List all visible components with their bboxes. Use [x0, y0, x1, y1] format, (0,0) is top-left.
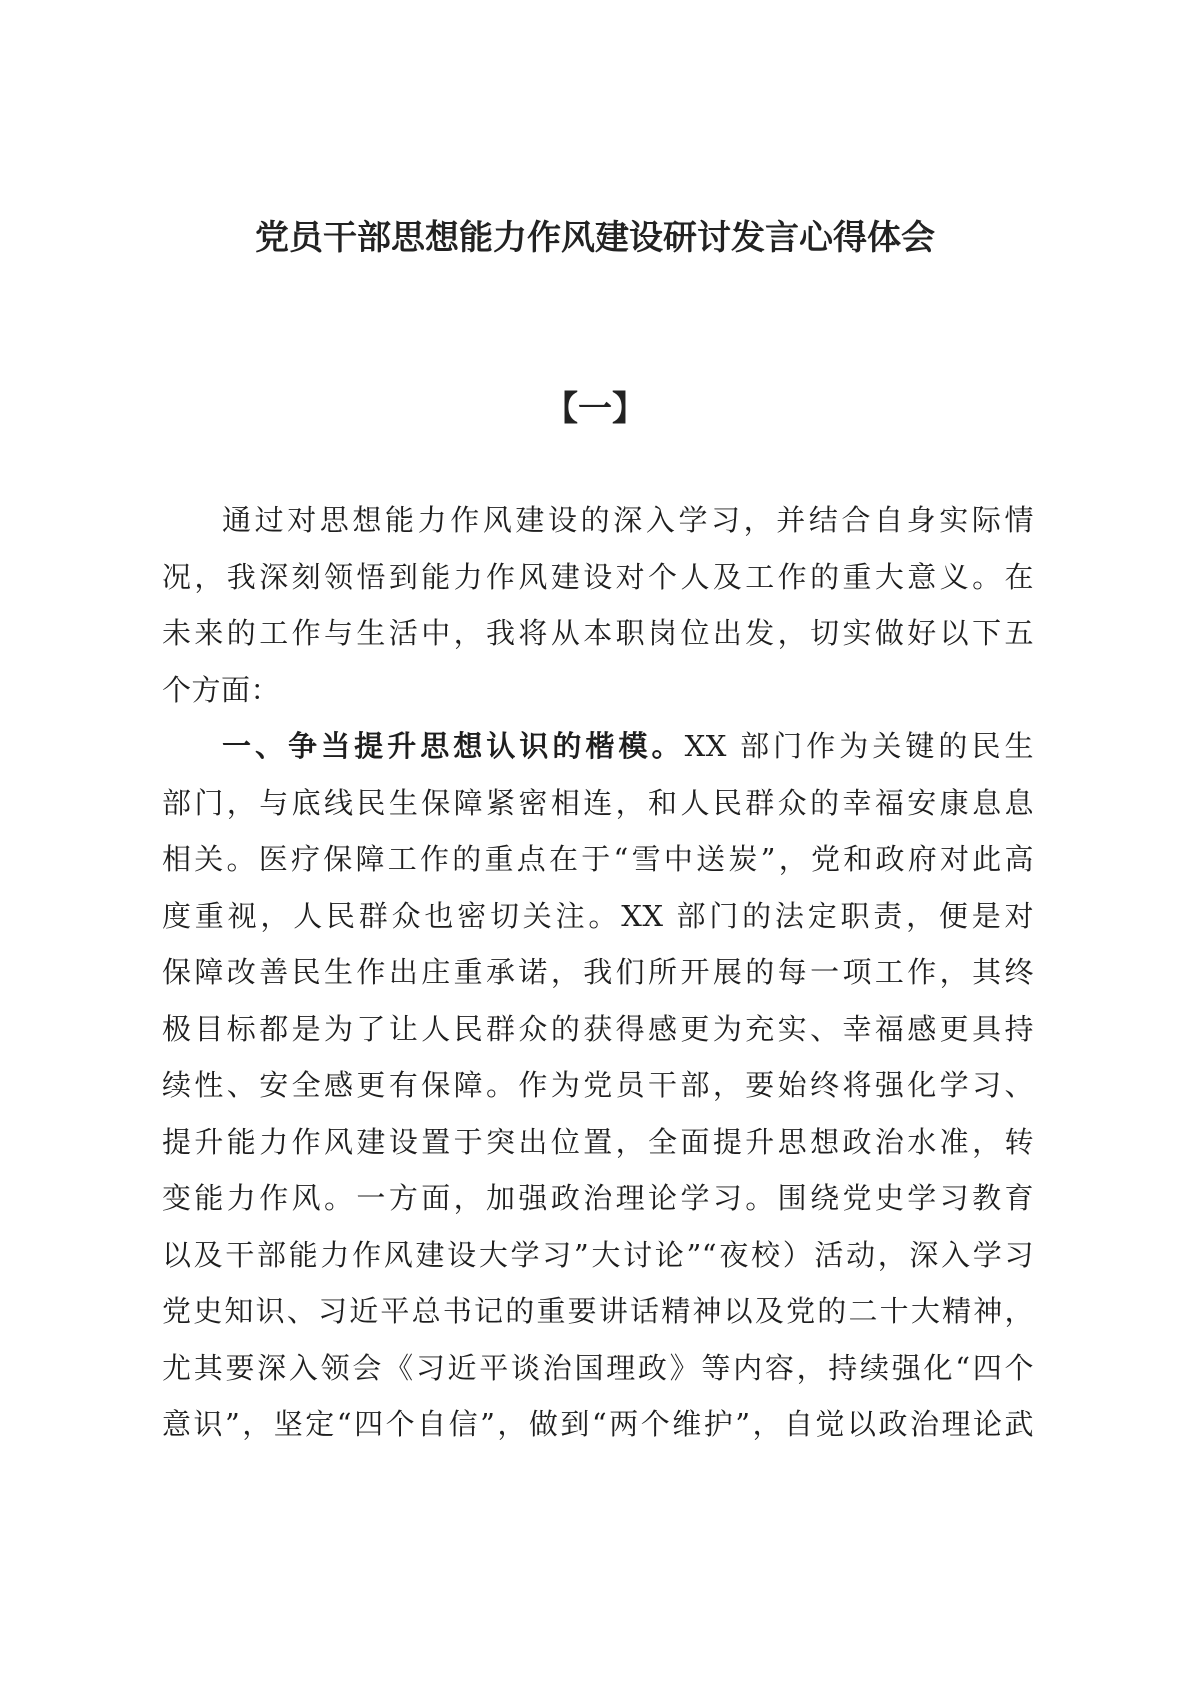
paragraph-line: 保障改善民生作出庄重承诺，我们所开展的每一项工作，其终	[162, 955, 1034, 989]
paragraph-line: 度重视，人民群众也密切关注。XX 部门的法定职责，便是对	[162, 898, 1034, 933]
paragraph-point-one	[162, 718, 1034, 1453]
paragraph-line: 未来的工作与生活中，我将从本职岗位出发，切实做好以下五	[162, 616, 1034, 650]
paragraph-line: 续性、安全感更有保障。作为党员干部，要始终将强化学习、	[162, 1068, 1034, 1102]
paragraph-line: 相关。医疗保障工作的重点在于“雪中送炭”，党和政府对此高	[162, 842, 1034, 876]
paragraph-line: 提升能力作风建设置于突出位置，全面提升思想政治水准，转	[162, 1124, 1034, 1159]
paragraph-line-rest: XX 部门作为关键的民生	[684, 729, 1034, 763]
paragraph-line: 变能力作风。一方面，加强政治理论学习。围绕党史学习教育	[162, 1181, 1034, 1215]
paragraph-line: 尤其要深入领会《习近平谈治国理政》等内容，持续强化“四个	[162, 1350, 1034, 1385]
paragraph-line: 通过对思想能力作风建设的深入学习，并结合自身实际情	[222, 503, 1034, 537]
paragraph-line: 况，我深刻领悟到能力作风建设对个人及工作的重大意义。在	[162, 559, 1034, 594]
paragraph-line: 个方面：	[162, 672, 281, 707]
paragraph-line: 意识”，坚定“四个自信”，做到“两个维护”，自觉以政治理论武	[162, 1407, 1034, 1441]
point-heading: 一、争当提升思想认识的楷模。	[222, 729, 685, 763]
paragraph-line: 党史知识、习近平总书记的重要讲话精神以及党的二十大精神，	[162, 1294, 1034, 1328]
paragraph-line: 以及干部能力作风建设大学习”大讨论”“夜校）活动，深入学习	[162, 1237, 1034, 1272]
paragraph-line: 部门，与底线民生保障紧密相连，和人民群众的幸福安康息息	[162, 785, 1034, 820]
paragraph-line-first	[162, 718, 1034, 775]
document-title: 党员干部思想能力作风建设研讨发言心得体会	[255, 218, 935, 258]
paragraph-line: 极目标都是为了让人民群众的获得感更为充实、幸福感更具持	[162, 1011, 1034, 1046]
document-body	[162, 492, 1034, 1453]
paragraph-intro	[162, 492, 1034, 718]
section-marker: 【一】	[544, 389, 646, 429]
